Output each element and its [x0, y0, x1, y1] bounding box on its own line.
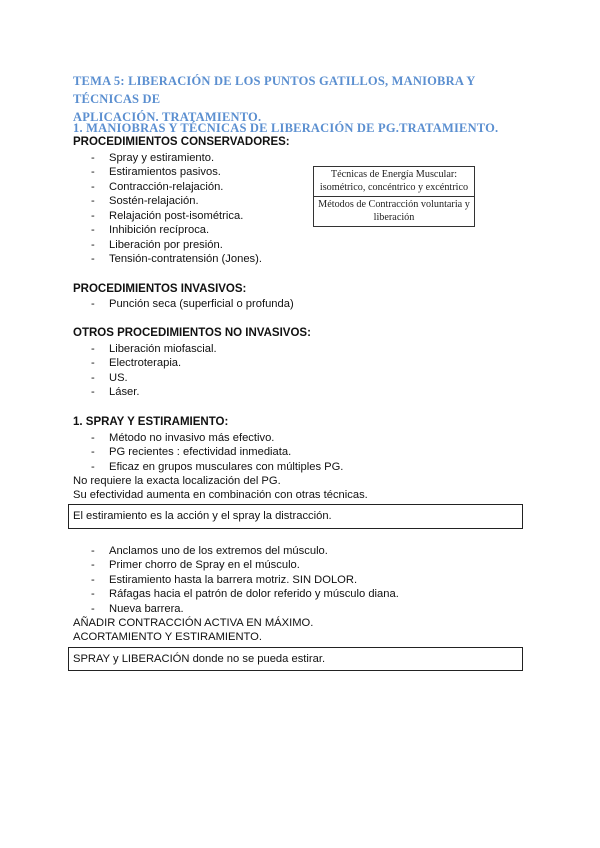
bullet-dash: -: [91, 224, 95, 236]
bullet-dash: -: [91, 357, 95, 369]
conservadores-heading: PROCEDIMIENTOS CONSERVADORES:: [73, 136, 290, 148]
list-item: Liberación miofascial.: [109, 343, 217, 355]
bullet-dash: -: [91, 545, 95, 557]
bullet-dash: -: [91, 253, 95, 265]
bullet-dash: -: [91, 603, 95, 615]
bullet-dash: -: [91, 432, 95, 444]
list-item: Contracción-relajación.: [109, 181, 224, 193]
list-item: Estiramientos pasivos.: [109, 166, 221, 178]
bullet-dash: -: [91, 446, 95, 458]
bullet-dash: -: [91, 166, 95, 178]
bullet-dash: -: [91, 210, 95, 222]
list-item: US.: [109, 372, 128, 384]
list-item: Inhibición recíproca.: [109, 224, 210, 236]
list-item: Sostén-relajación.: [109, 195, 199, 207]
list-item: Ráfagas hacia el patrón de dolor referido y músculo diana.: [109, 588, 399, 600]
list-item: Eficaz en grupos musculares con múltiples PG.: [109, 461, 344, 473]
list-item: Método no invasivo más efectivo.: [109, 432, 275, 444]
bullet-dash: -: [91, 386, 95, 398]
bullet-dash: -: [91, 461, 95, 473]
section-title: 1. MANIOBRAS Y TÉCNICAS DE LIBERACIÓN DE PG.TRATAMIENTO.: [73, 121, 499, 135]
list-item: Electroterapia.: [109, 357, 182, 369]
techniques-table: [313, 166, 475, 227]
otros-heading: OTROS PROCEDIMIENTOS NO INVASIVOS:: [73, 327, 311, 339]
bullet-dash: -: [91, 152, 95, 164]
spray-note-2: Su efectividad aumenta en combinación con otras técnicas.: [73, 489, 368, 501]
bullet-dash: -: [91, 195, 95, 207]
bullet-dash: -: [91, 588, 95, 600]
techniques-table-cell-contraccion: Métodos de Contracción voluntaria y liberación: [314, 196, 474, 226]
list-item: Nueva barrera.: [109, 603, 184, 615]
spray-note-4: ACORTAMIENTO Y ESTIRAMIENTO.: [73, 631, 262, 643]
list-item: PG recientes : efectividad inmediata.: [109, 446, 292, 458]
list-item: Spray y estiramiento.: [109, 152, 215, 164]
techniques-table-cell-energia: Técnicas de Energía Muscular: isométrico, concéntrico y excéntrico: [319, 169, 469, 193]
highlight-box-spray-liberacion: SPRAY y LIBERACIÓN donde no se pueda estirar.: [68, 647, 523, 671]
spray-note-1: No requiere la exacta localización del PG.: [73, 475, 281, 487]
highlight-box-estiramiento: El estiramiento es la acción y el spray la distracción.: [68, 504, 523, 529]
document-title: [73, 72, 533, 126]
bullet-dash: -: [91, 181, 95, 193]
list-item: Tensión-contratensión (Jones).: [109, 253, 262, 265]
list-item: Primer chorro de Spray en el músculo.: [109, 559, 300, 571]
bullet-dash: -: [91, 239, 95, 251]
list-item: Relajación post-isométrica.: [109, 210, 244, 222]
bullet-dash: -: [91, 559, 95, 571]
bullet-dash: -: [91, 343, 95, 355]
spray-heading: 1. SPRAY Y ESTIRAMIENTO:: [73, 416, 229, 428]
spray-note-3: AÑADIR CONTRACCIÓN ACTIVA EN MÁXIMO.: [73, 617, 314, 629]
list-item: Láser.: [109, 386, 140, 398]
bullet-dash: -: [91, 574, 95, 586]
invasivos-heading: PROCEDIMIENTOS INVASIVOS:: [73, 283, 247, 295]
list-item: Estiramiento hasta la barrera motriz. SIN DOLOR.: [109, 574, 358, 586]
list-item: Liberación por presión.: [109, 239, 223, 251]
list-item: Punción seca (superficial o profunda): [109, 298, 294, 310]
bullet-dash: -: [91, 298, 95, 310]
list-item: Anclamos uno de los extremos del músculo.: [109, 545, 328, 557]
title-line-2: APLICACIÓN. TRATAMIENTO.: [73, 110, 262, 124]
bullet-dash: -: [91, 372, 95, 384]
title-line-1: TEMA 5: LIBERACIÓN DE LOS PUNTOS GATILLOS, MANIOBRA Y TÉCNICAS DE: [73, 74, 475, 106]
